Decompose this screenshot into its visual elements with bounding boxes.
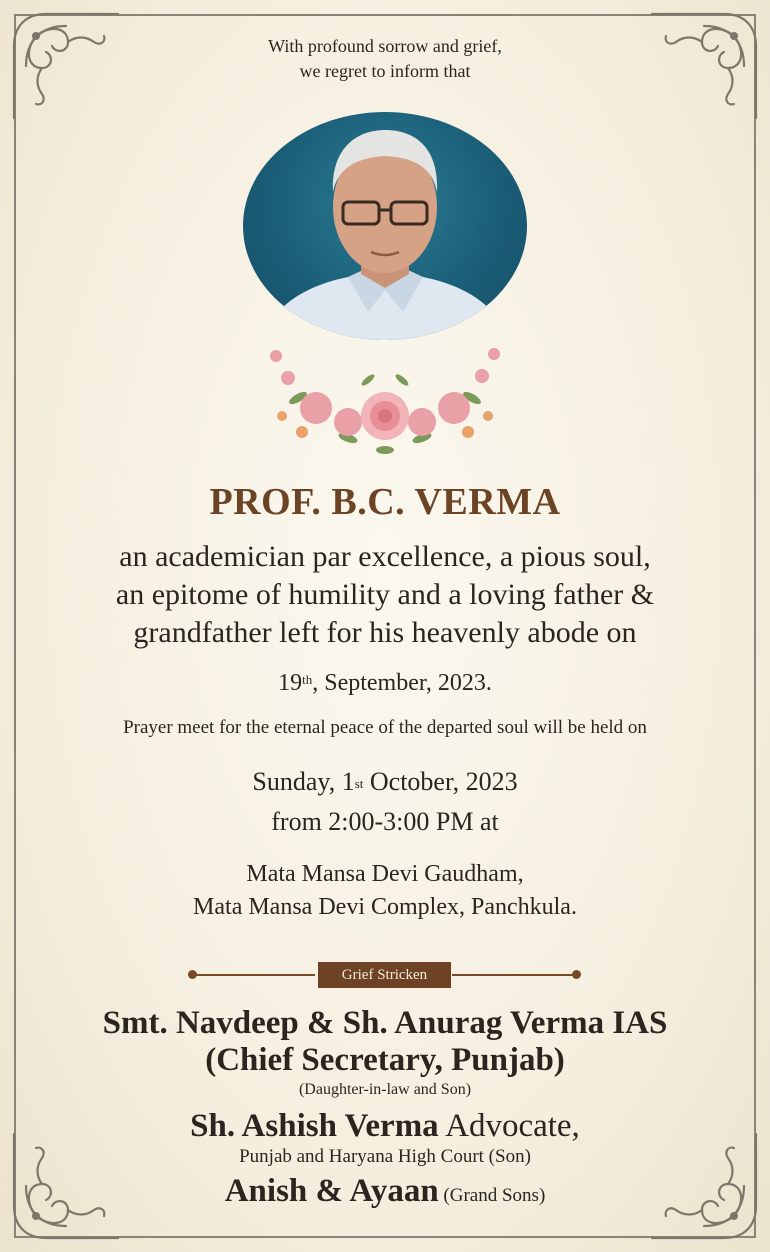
floral-garland-icon — [258, 338, 512, 462]
portrait-photo — [243, 112, 527, 340]
date-day: 19 — [278, 670, 303, 696]
member-3-name: Anish & Ayaan — [224, 1173, 439, 1209]
date-of-passing — [0, 670, 770, 697]
divider-right — [452, 974, 577, 976]
prayer-day-suffix: st — [354, 776, 364, 791]
prayer-meet-time: from 2:00-3:00 PM at — [271, 807, 499, 836]
date-suffix: th — [302, 672, 313, 687]
family-member-2 — [0, 1108, 770, 1145]
relation-2: Punjab and Haryana High Court (Son) — [239, 1146, 531, 1167]
family-line-1: Smt. Navdeep & Sh. Anurag Verma IAS — [102, 1005, 668, 1041]
prayer-meet-date — [0, 762, 770, 802]
family-member-3 — [0, 1173, 770, 1210]
tribute-text — [0, 538, 770, 652]
grief-stricken-badge: Grief Stricken — [318, 962, 451, 988]
prayer-meet-text: Prayer meet for the eternal peace of the departed soul will be held on — [123, 717, 647, 738]
prayer-date-rest: October, 2023 — [363, 767, 518, 796]
member-2-name: Sh. Ashish Verma — [190, 1108, 439, 1144]
deceased-name: PROF. B.C. VERMA — [209, 481, 561, 523]
portrait-person-icon — [243, 112, 527, 340]
prayer-meet-schedule — [0, 762, 770, 842]
intro-line-1: With profound sorrow and grief, — [268, 36, 502, 56]
member-2-title: Advocate, — [438, 1108, 580, 1144]
tribute-line-1: an academician par excellence, a pious soul, — [119, 540, 651, 573]
intro-line-2: we regret to inform that — [299, 61, 471, 81]
tribute-line-2: an epitome of humility and a loving father & — [115, 578, 655, 611]
family-member-1 — [0, 1005, 770, 1079]
date-rest: , September, 2023. — [312, 670, 492, 696]
venue — [0, 858, 770, 924]
intro-text — [0, 34, 770, 84]
tribute-line-3: grandfather left for his heavenly abode on — [133, 616, 637, 649]
portrait-frame — [243, 112, 527, 340]
divider-dot-left — [188, 970, 197, 979]
relation-1: (Daughter-in-law and Son) — [298, 1081, 472, 1098]
relation-3: (Grand Sons) — [438, 1185, 546, 1206]
prayer-day-prefix: Sunday, 1 — [252, 767, 355, 796]
venue-line-1: Mata Mansa Devi Gaudham, — [246, 861, 524, 887]
family-line-2: (Chief Secretary, Punjab) — [205, 1042, 565, 1078]
divider-left — [193, 974, 315, 976]
venue-line-2: Mata Mansa Devi Complex, Panchkula. — [193, 894, 577, 920]
divider-dot-right — [572, 970, 581, 979]
